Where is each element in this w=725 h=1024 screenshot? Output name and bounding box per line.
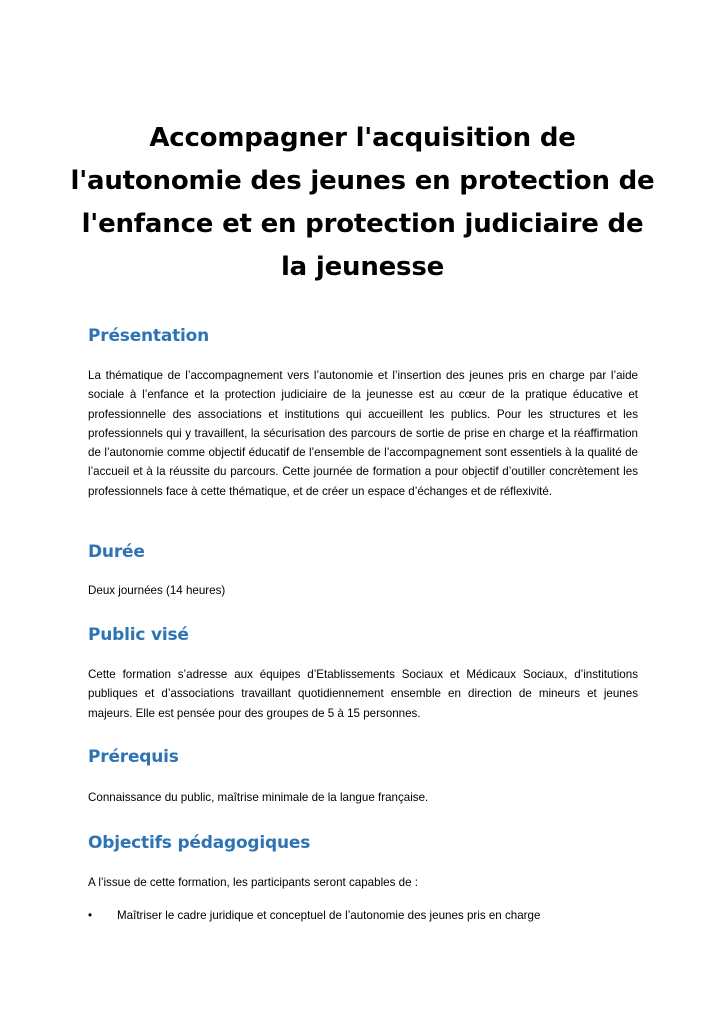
heading-prerequis: Prérequis bbox=[88, 747, 179, 767]
title-line-4: la jeunesse bbox=[280, 252, 445, 282]
title-line-3: l'enfance et en protection judiciaire de bbox=[81, 209, 644, 239]
objective-text: Maîtriser le cadre juridique et conceptuel de l’autonomie des jeunes pris en charge bbox=[117, 909, 541, 922]
paragraph-prerequis: Connaissance du public, maîtrise minimale de la langue française. bbox=[88, 791, 429, 804]
heading-presentation: Présentation bbox=[88, 326, 210, 346]
document-title bbox=[60, 117, 665, 289]
paragraph-presentation: La thématique de l’accompagnement vers l’autonomie et l’insertion des jeunes pris en charge par l’aide sociale à l’enfance et la protection judiciaire de la jeunesse est au cœur de la pratique éducative et professionnelle des associations et institutions qui accueillent les publics. Pour les structures et les professionnels qui y travaillent, la sécurisation des parcours de sortie de prise en charge et la réaffirmation de l’autonomie comme objectif éducatif de l’ensemble de l’accompagnement sont essentiels à la qualité de l’accueil et à la réussite du parcours. Cette journée de formation a pour objectif d’outiller concrètement les professionnels face à cette thématique, et de créer un espace d’échanges et de réflexivité. bbox=[88, 369, 638, 498]
title-line-2: l'autonomie des jeunes en protection de bbox=[70, 166, 655, 196]
paragraph-objectifs-intro: A l’issue de cette formation, les participants seront capables de : bbox=[88, 876, 418, 889]
bullet-marker: • bbox=[88, 909, 93, 922]
paragraph-public-vise: Cette formation s’adresse aux équipes d’Etablissements Sociaux et Médicaux Sociaux, d’institutions publiques et d’associations travaillant quotidiennement ensemble en direction de mineurs et jeunes majeurs. Elle est pensée pour des groupes de 5 à 15 personnes. bbox=[88, 668, 638, 720]
heading-duree: Durée bbox=[88, 542, 145, 562]
heading-public-vise: Public visé bbox=[88, 625, 189, 645]
paragraph-duree: Deux journées (14 heures) bbox=[88, 584, 226, 597]
title-line-1: Accompagner l'acquisition de bbox=[149, 123, 576, 153]
heading-objectifs: Objectifs pédagogiques bbox=[88, 833, 311, 853]
